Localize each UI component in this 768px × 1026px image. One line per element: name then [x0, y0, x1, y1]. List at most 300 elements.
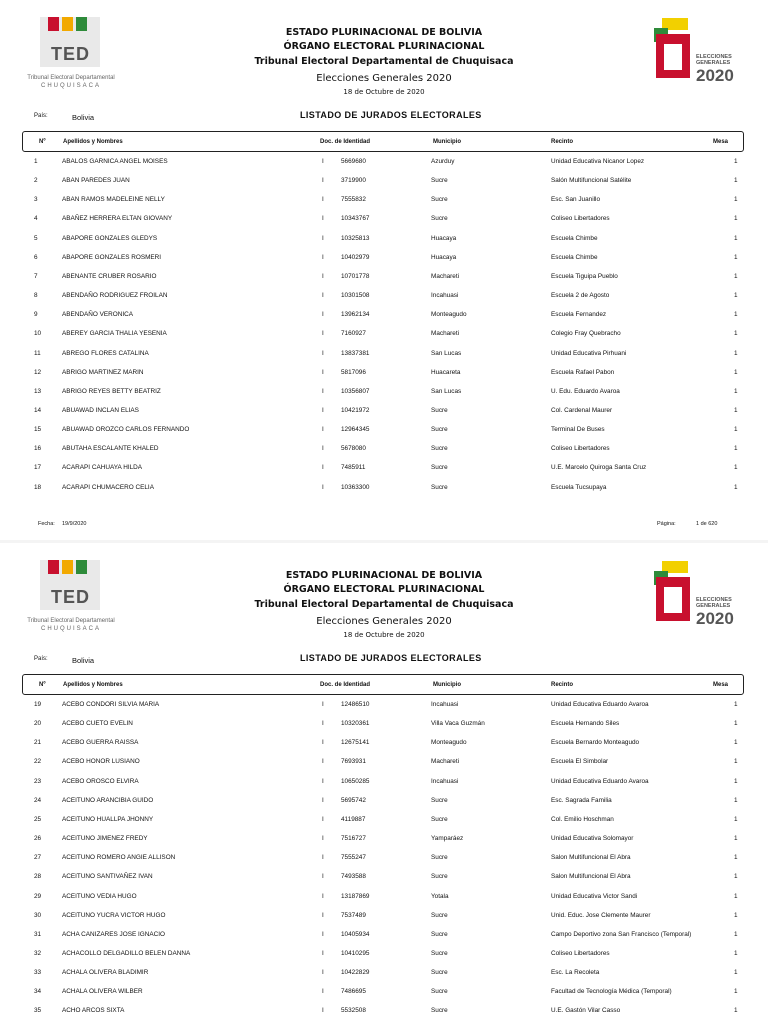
table-row	[0, 969, 768, 988]
col-header-name: Apellidos y Nombres	[63, 139, 123, 145]
col-header-mesa: Mesa	[713, 139, 729, 145]
row-doc-number: 10343767	[341, 215, 370, 223]
row-municipio: Sucre	[431, 215, 448, 223]
row-recinto: Unidad Educativa Eduardo Avaroa	[551, 701, 649, 708]
row-mesa: 1	[734, 873, 738, 881]
row-municipio: Sucre	[431, 815, 448, 823]
row-mesa: 1	[734, 777, 738, 785]
row-doc-type: I	[322, 854, 324, 862]
row-doc-number: 7555247	[341, 854, 366, 862]
row-mesa: 1	[734, 158, 738, 165]
row-municipio: Sucre	[431, 483, 448, 491]
table-row	[0, 988, 768, 1007]
row-municipio: Sucre	[431, 911, 448, 919]
row-doc-number: 10363300	[341, 483, 370, 491]
row-mesa: 1	[734, 720, 738, 728]
row-doc-number: 12486510	[341, 701, 370, 708]
row-recinto: Escuela Rafael Pabon	[551, 368, 615, 376]
row-mesa: 1	[734, 701, 738, 708]
row-doc-type: I	[322, 949, 324, 957]
header-line5: 18 de Octubre de 2020	[343, 631, 425, 639]
row-doc-number: 7693931	[341, 758, 366, 766]
table-row	[0, 701, 768, 720]
row-municipio: Sucre	[431, 854, 448, 862]
row-recinto: Salon Multifuncional El Abra	[551, 854, 631, 862]
row-name: ACEITUNO VEDIA HUGO	[62, 892, 137, 900]
row-num: 23	[34, 777, 42, 785]
table-row	[0, 1007, 768, 1026]
row-recinto: Colegio Fray Quebracho	[551, 330, 621, 338]
row-num: 13	[34, 387, 42, 395]
row-name: ABENANTE CRUBER ROSARIO	[62, 272, 157, 280]
row-num: 11	[34, 349, 41, 357]
row-num: 24	[34, 796, 42, 804]
header-line3: Tribunal Electoral Departamental de Chuquisaca	[254, 599, 514, 610]
row-mesa: 1	[734, 445, 738, 453]
col-header-mesa: Mesa	[713, 682, 729, 688]
row-doc-type: I	[322, 253, 324, 261]
row-num: 2	[34, 177, 38, 185]
row-doc-number: 10410295	[341, 949, 370, 957]
row-doc-number: 10325813	[341, 234, 370, 242]
row-recinto: Escuela El Simbolar	[551, 758, 609, 766]
row-mesa: 1	[734, 949, 738, 957]
row-recinto: Unidad Educativa Solomayor	[551, 835, 634, 843]
ted-logo-caption-sub: CHUQUISACA	[40, 83, 101, 89]
row-name: ACEBO GUERRA RAISSA	[62, 739, 139, 747]
ted-logo-text: TED	[51, 44, 90, 64]
row-name: ABRIGO MARTINEZ MARIN	[62, 368, 144, 376]
table-row	[0, 330, 768, 349]
row-mesa: 1	[734, 177, 738, 185]
row-num: 22	[34, 758, 42, 766]
row-doc-number: 10301508	[341, 292, 370, 300]
table-row	[0, 854, 768, 873]
pais-label: País:	[34, 656, 48, 662]
row-mesa: 1	[734, 988, 738, 996]
table-row	[0, 797, 768, 816]
table-row	[0, 873, 768, 892]
row-mesa: 1	[734, 464, 738, 472]
row-mesa: 1	[734, 969, 738, 977]
row-doc-number: 5817096	[341, 368, 366, 376]
row-recinto: Col. Emilio Hoschman	[551, 815, 614, 823]
footer-fecha-label: Fecha:	[38, 521, 55, 527]
table-row	[0, 369, 768, 388]
row-recinto: U. Edu. Eduardo Avaroa	[551, 387, 620, 395]
row-num: 32	[34, 949, 42, 957]
row-doc-type: I	[322, 196, 324, 204]
row-recinto: Unidad Educativa Pirhuani	[551, 349, 627, 357]
col-header-num: Nº	[39, 139, 46, 145]
elec-logo-text2: GENERALES	[696, 603, 731, 609]
row-doc-type: I	[322, 158, 324, 165]
row-doc-number: 5669680	[341, 158, 366, 165]
row-municipio: Sucre	[431, 406, 448, 414]
row-doc-type: I	[322, 969, 324, 977]
row-municipio: San Lucas	[431, 349, 462, 357]
row-municipio: Monteagudo	[431, 739, 467, 747]
row-mesa: 1	[734, 215, 738, 223]
row-doc-number: 4119887	[341, 815, 366, 823]
row-doc-type: I	[322, 701, 324, 708]
table-row	[0, 196, 768, 215]
row-num: 33	[34, 969, 42, 977]
row-num: 10	[34, 330, 42, 338]
row-doc-number: 5678080	[341, 445, 366, 453]
row-municipio: Incahuasi	[431, 777, 459, 785]
table-row	[0, 158, 768, 177]
row-municipio: Machareti	[431, 330, 460, 338]
row-municipio: Huacareta	[431, 368, 461, 376]
table-row	[0, 739, 768, 758]
col-header-name: Apellidos y Nombres	[63, 682, 123, 688]
row-recinto: Escuela Chimbe	[551, 253, 598, 261]
row-num: 28	[34, 873, 42, 881]
row-doc-type: I	[322, 835, 324, 843]
row-doc-number: 7485911	[341, 464, 366, 472]
row-doc-type: I	[322, 445, 324, 453]
table-row	[0, 912, 768, 931]
row-doc-type: I	[322, 720, 324, 728]
row-doc-number: 3719900	[341, 177, 366, 185]
row-name: ABENDAÑO RODRIGUEZ FROILAN	[62, 292, 168, 300]
row-num: 4	[34, 215, 38, 223]
table-row	[0, 778, 768, 797]
row-municipio: Sucre	[431, 426, 448, 434]
row-doc-number: 13187869	[341, 892, 370, 900]
elec-logo-text1: ELECCIONES	[696, 54, 732, 60]
row-name: ACARAPI CHUMACERO CELIA	[62, 483, 154, 491]
row-mesa: 1	[734, 892, 738, 900]
row-doc-number: 10422829	[341, 969, 370, 977]
row-doc-type: I	[322, 483, 324, 491]
row-municipio: Yamparáez	[431, 835, 464, 843]
row-municipio: Villa Vaca Guzmán	[431, 720, 485, 728]
row-recinto: Salón Multifuncional Satélite	[551, 177, 632, 185]
table-row	[0, 254, 768, 273]
row-doc-type: I	[322, 930, 324, 938]
table-row	[0, 931, 768, 950]
row-num: 21	[34, 739, 42, 747]
row-doc-type: I	[322, 426, 324, 434]
row-num: 3	[34, 196, 38, 204]
row-municipio: Sucre	[431, 177, 448, 185]
row-municipio: Sucre	[431, 796, 448, 804]
row-doc-number: 10405934	[341, 930, 370, 938]
table-header	[22, 674, 744, 695]
row-recinto: Unidad Educativa Eduardo Avaroa	[551, 777, 649, 785]
row-doc-type: I	[322, 464, 324, 472]
table-row	[0, 311, 768, 330]
row-doc-type: I	[322, 739, 324, 747]
row-name: ACEITUNO ROMERO ANGIE ALLISON	[62, 854, 176, 862]
row-mesa: 1	[734, 253, 738, 261]
ted-logo-text: TED	[51, 587, 90, 607]
row-doc-type: I	[322, 387, 324, 395]
table-row	[0, 950, 768, 969]
row-mesa: 1	[734, 483, 738, 491]
row-municipio: Sucre	[431, 873, 448, 881]
elec-logo-year: 2020	[696, 66, 734, 85]
row-municipio: Yotala	[431, 892, 449, 900]
row-num: 26	[34, 835, 42, 843]
header-line2: ÓRGANO ELECTORAL PLURINACIONAL	[283, 584, 485, 595]
row-doc-type: I	[322, 815, 324, 823]
row-num: 29	[34, 892, 42, 900]
row-doc-number: 12675141	[341, 739, 370, 747]
row-municipio: Incahuasi	[431, 701, 459, 708]
row-name: ABUAWAD INCLAN ELIAS	[62, 406, 139, 414]
row-name: ABENDAÑO VERONICA	[62, 311, 134, 319]
row-doc-type: I	[322, 330, 324, 338]
row-recinto: Escuela Hernando Siles	[551, 720, 620, 728]
row-name: ABREGO FLORES CATALINA	[62, 349, 149, 357]
row-mesa: 1	[734, 739, 738, 747]
pais-label: País:	[34, 113, 48, 119]
row-recinto: Escuela 2 de Agosto	[551, 292, 610, 300]
row-name: ABEREY GARCIA THALIA YESENIA	[62, 330, 167, 338]
row-recinto: Facultad de Tecnología Médica (Temporal)	[551, 988, 672, 996]
row-municipio: Incahuasi	[431, 292, 459, 300]
header-line1: ESTADO PLURINACIONAL DE BOLIVIA	[285, 27, 483, 38]
row-doc-number: 5532508	[341, 1007, 366, 1015]
row-recinto: Escuela Tiguipa Pueblo	[551, 272, 618, 280]
row-name: ACEITUNO SANTIVAÑEZ IVAN	[62, 873, 153, 881]
elec-logo-year: 2020	[696, 609, 734, 628]
row-name: ACEBO OROSCO ELVIRA	[62, 777, 139, 785]
row-mesa: 1	[734, 234, 738, 242]
header-line1: ESTADO PLURINACIONAL DE BOLIVIA	[285, 570, 483, 581]
report-page-2	[0, 543, 768, 1024]
row-municipio: Azurduy	[431, 158, 455, 165]
footer-fecha-value: 19/9/2020	[62, 521, 87, 527]
row-mesa: 1	[734, 911, 738, 919]
row-recinto: Escuela Fernandez	[551, 311, 607, 319]
row-mesa: 1	[734, 387, 738, 395]
row-recinto: Unidad Educativa Nicanor Lopez	[551, 158, 645, 165]
row-doc-number: 10650285	[341, 777, 370, 785]
row-num: 8	[34, 292, 38, 300]
row-doc-number: 7555832	[341, 196, 366, 204]
row-recinto: Salon Multifuncional El Abra	[551, 873, 631, 881]
row-doc-type: I	[322, 873, 324, 881]
row-name: ABRIGO REYES BETTY BEATRIZ	[62, 387, 161, 395]
row-municipio: Sucre	[431, 464, 448, 472]
row-doc-number: 12964345	[341, 426, 370, 434]
row-name: ACEBO CONDORI SILVIA MARIA	[62, 701, 160, 708]
row-recinto: Escuela Bernardo Monteagudo	[551, 739, 640, 747]
row-num: 34	[34, 988, 42, 996]
row-name: ACEBO CUETO EVELIN	[62, 720, 133, 728]
row-mesa: 1	[734, 835, 738, 843]
table-row	[0, 177, 768, 196]
row-num: 20	[34, 720, 42, 728]
row-recinto: Campo Deportivo zona San Francisco (Temporal)	[551, 930, 692, 938]
row-num: 5	[34, 234, 38, 242]
row-doc-type: I	[322, 988, 324, 996]
row-doc-type: I	[322, 272, 324, 280]
row-municipio: Sucre	[431, 969, 448, 977]
row-mesa: 1	[734, 426, 738, 434]
row-mesa: 1	[734, 349, 738, 357]
row-num: 7	[34, 272, 38, 280]
row-name: ACHALA OLIVERA BLADIMIR	[62, 969, 149, 977]
row-name: ABAÑEZ HERRERA ELTAN GIOVANY	[62, 215, 173, 223]
table-row	[0, 388, 768, 407]
row-name: ACEITUNO ARANCIBIA GUIDO	[62, 796, 154, 804]
col-header-num: Nº	[39, 682, 46, 688]
row-doc-type: I	[322, 911, 324, 919]
listado-title: LISTADO DE JURADOS ELECTORALES	[300, 653, 482, 663]
row-mesa: 1	[734, 758, 738, 766]
row-doc-number: 10402979	[341, 253, 370, 261]
row-num: 14	[34, 406, 42, 414]
row-num: 12	[34, 368, 42, 376]
table-row	[0, 816, 768, 835]
row-doc-type: I	[322, 777, 324, 785]
col-header-recinto: Recinto	[551, 139, 574, 145]
row-municipio: Machareti	[431, 272, 460, 280]
row-mesa: 1	[734, 406, 738, 414]
row-num: 16	[34, 445, 42, 453]
row-num: 15	[34, 426, 42, 434]
row-doc-type: I	[322, 1007, 324, 1015]
row-num: 31	[34, 930, 42, 938]
row-doc-type: I	[322, 215, 324, 223]
row-recinto: Coliseo Libertadores	[551, 949, 610, 957]
row-mesa: 1	[734, 815, 738, 823]
row-municipio: Sucre	[431, 196, 448, 204]
ted-logo-caption-main: Tribunal Electoral Departamental	[27, 75, 115, 81]
row-name: ABAN PAREDES JUAN	[62, 177, 130, 185]
header-line3: Tribunal Electoral Departamental de Chuquisaca	[254, 56, 514, 67]
pais-value: Bolivia	[72, 113, 95, 122]
footer-pagina-label: Página:	[657, 521, 676, 527]
row-doc-number: 7516727	[341, 835, 366, 843]
row-recinto: Escuela Tucsupaya	[551, 483, 607, 491]
row-doc-number: 7537489	[341, 911, 366, 919]
row-doc-number: 13837381	[341, 349, 370, 357]
table-row	[0, 426, 768, 445]
row-name: ACEITUNO JIMENEZ FREDY	[62, 835, 148, 843]
row-doc-type: I	[322, 349, 324, 357]
row-recinto: Unid. Educ. Jose Clemente Maurer	[551, 911, 651, 919]
row-municipio: San Lucas	[431, 387, 462, 395]
row-municipio: Huacaya	[431, 234, 457, 242]
table-row	[0, 758, 768, 777]
row-municipio: Sucre	[431, 930, 448, 938]
row-name: ACEBO HONOR LUSIANO	[62, 758, 140, 766]
row-doc-type: I	[322, 796, 324, 804]
row-mesa: 1	[734, 272, 738, 280]
row-doc-number: 10421972	[341, 406, 370, 414]
row-recinto: Unidad Educativa Victor Sandi	[551, 892, 638, 900]
row-recinto: Esc. La Recoleta	[551, 969, 600, 977]
table-row	[0, 835, 768, 854]
row-municipio: Sucre	[431, 445, 448, 453]
table-row	[0, 893, 768, 912]
row-num: 27	[34, 854, 42, 862]
table-row	[0, 350, 768, 369]
row-num: 18	[34, 483, 42, 491]
row-name: ABUTAHA ESCALANTE KHALED	[62, 445, 159, 453]
row-name: ABAPORE GONZALES GLEDYS	[62, 234, 158, 242]
row-mesa: 1	[734, 854, 738, 862]
row-name: ACHACOLLO DELGADILLO BELEN DANNA	[62, 949, 191, 957]
row-doc-number: 7493588	[341, 873, 366, 881]
row-name: ACHA CANIZARES JOSE IGNACIO	[62, 930, 165, 938]
row-name: ACARAPI CAHUAYA HILDA	[62, 464, 143, 472]
row-recinto: U.E. Marcelo Quiroga Santa Cruz	[551, 464, 647, 472]
row-num: 6	[34, 253, 38, 261]
table-row	[0, 484, 768, 503]
col-header-recinto: Recinto	[551, 682, 574, 688]
row-doc-number: 10701778	[341, 272, 370, 280]
elec-logo-text2: GENERALES	[696, 60, 731, 66]
footer-pagina-value: 1 de 620	[696, 521, 718, 527]
row-mesa: 1	[734, 368, 738, 376]
row-name: ABAPORE GONZALES ROSMERI	[62, 253, 162, 261]
row-num: 9	[34, 311, 38, 319]
row-doc-type: I	[322, 406, 324, 414]
col-header-doc: Doc. de Identidad	[320, 682, 371, 688]
row-municipio: Sucre	[431, 949, 448, 957]
header-line5: 18 de Octubre de 2020	[343, 88, 425, 96]
row-doc-type: I	[322, 758, 324, 766]
table-row	[0, 407, 768, 426]
listado-title: LISTADO DE JURADOS ELECTORALES	[300, 110, 482, 120]
header-line4: Elecciones Generales 2020	[316, 616, 452, 627]
table-row	[0, 720, 768, 739]
row-municipio: Huacaya	[431, 253, 457, 261]
row-doc-type: I	[322, 292, 324, 300]
row-name: ABAN RAMOS MADELEINE NELLY	[62, 196, 165, 204]
ted-logo-caption-sub: CHUQUISACA	[40, 626, 101, 632]
row-name: ABUAWAD OROZCO CARLOS FERNANDO	[62, 426, 190, 434]
table-row	[0, 445, 768, 464]
table-row	[0, 292, 768, 311]
row-doc-type: I	[322, 177, 324, 185]
row-num: 25	[34, 815, 42, 823]
row-num: 35	[34, 1007, 42, 1015]
row-municipio: Monteagudo	[431, 311, 467, 319]
row-name: ABALOS GARNICA ANGEL MOISES	[62, 158, 168, 165]
row-recinto: Terminal De Buses	[551, 426, 605, 434]
col-header-doc: Doc. de Identidad	[320, 139, 371, 145]
row-mesa: 1	[734, 292, 738, 300]
row-num: 1	[34, 158, 38, 165]
row-doc-number: 7486695	[341, 988, 366, 996]
row-doc-type: I	[322, 368, 324, 376]
row-num: 30	[34, 911, 42, 919]
row-name: ACHALA OLIVERA WILBER	[62, 988, 143, 996]
row-recinto: Esc. San Juanillo	[551, 196, 601, 204]
row-recinto: U.E. Gastón Vilar Casso	[551, 1007, 621, 1015]
table-row	[0, 215, 768, 234]
row-doc-number: 10356807	[341, 387, 370, 395]
row-recinto: Col. Cardenal Maurer	[551, 406, 613, 414]
row-doc-number: 13962134	[341, 311, 370, 319]
header-line4: Elecciones Generales 2020	[316, 73, 452, 84]
row-name: ACHO ARCOS SIXTA	[62, 1007, 125, 1015]
row-mesa: 1	[734, 330, 738, 338]
elec-logo-text1: ELECCIONES	[696, 597, 732, 603]
row-recinto: Coliseo Libertadores	[551, 445, 610, 453]
row-recinto: Coliseo Libertadores	[551, 215, 610, 223]
row-name: ACEITUNO HUALLPA JHONNY	[62, 815, 154, 823]
row-doc-type: I	[322, 311, 324, 319]
